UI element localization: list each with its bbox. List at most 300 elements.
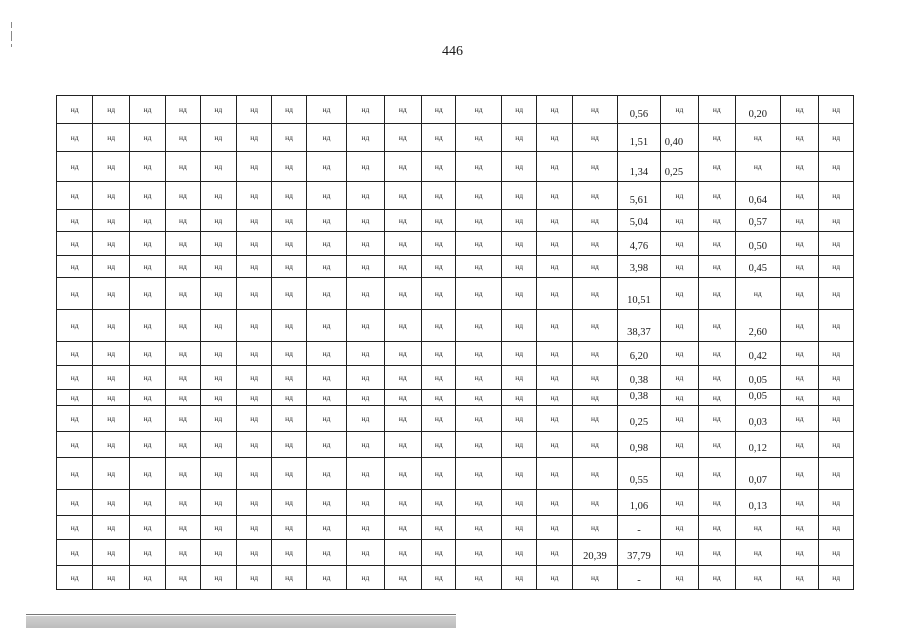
table-cell: нд (237, 278, 272, 310)
table-cell: нд (272, 516, 306, 540)
table-cell: нд (660, 390, 698, 406)
table-cell: 10,51 (618, 278, 660, 310)
table-cell: нд (200, 124, 236, 152)
table-cell: нд (129, 256, 165, 278)
table-row (57, 458, 854, 490)
table-cell: нд (129, 458, 165, 490)
table-cell: нд (306, 310, 346, 342)
table-cell: 38,37 (618, 310, 660, 342)
table-cell: нд (501, 342, 536, 366)
table-cell: нд (57, 256, 93, 278)
table-cell: 0,13 (735, 490, 781, 516)
table-cell: нд (384, 182, 421, 210)
table-cell: нд (422, 406, 456, 432)
table-cell: нд (660, 182, 698, 210)
table-cell: нд (237, 406, 272, 432)
table-row (57, 278, 854, 310)
table-cell: нд (166, 96, 200, 124)
table-cell: нд (699, 182, 735, 210)
table-cell: нд (537, 490, 572, 516)
table-cell: нд (501, 516, 536, 540)
table-row (57, 310, 854, 342)
table-cell: нд (57, 458, 93, 490)
table-cell: нд (200, 458, 236, 490)
table-cell: нд (57, 278, 93, 310)
table-cell: нд (422, 310, 456, 342)
table-cell: нд (93, 278, 129, 310)
table-cell: нд (129, 124, 165, 152)
table-cell: нд (93, 124, 129, 152)
table-cell: нд (93, 566, 129, 590)
table-cell: нд (660, 540, 698, 566)
table-cell: нд (501, 278, 536, 310)
table-cell: нд (422, 278, 456, 310)
table-cell: нд (572, 256, 618, 278)
table-cell: нд (422, 342, 456, 366)
table-cell: нд (537, 432, 572, 458)
table-cell: нд (272, 310, 306, 342)
table-cell: нд (237, 310, 272, 342)
table-cell: нд (572, 458, 618, 490)
table-cell: нд (166, 366, 200, 390)
table-cell: нд (456, 566, 502, 590)
table-cell: нд (501, 124, 536, 152)
table-cell: нд (347, 232, 384, 256)
table-cell: нд (422, 390, 456, 406)
table-cell: нд (456, 210, 502, 232)
table-cell: 0,03 (735, 406, 781, 432)
table-cell: 5,61 (618, 182, 660, 210)
table-cell: 0,98 (618, 432, 660, 458)
table-cell: нд (735, 152, 781, 182)
table-cell: нд (129, 96, 165, 124)
table-cell: нд (660, 566, 698, 590)
table-cell: нд (422, 516, 456, 540)
table-cell: нд (129, 278, 165, 310)
table-cell: 0,57 (735, 210, 781, 232)
table-cell: нд (422, 490, 456, 516)
table-cell: нд (306, 124, 346, 152)
table-cell: нд (237, 210, 272, 232)
table-cell: нд (699, 406, 735, 432)
table-cell: нд (781, 366, 819, 390)
table-cell: нд (819, 278, 854, 310)
table-cell: 0,25 (660, 152, 698, 182)
table-cell: нд (501, 152, 536, 182)
table-cell: нд (237, 256, 272, 278)
table-cell: нд (93, 96, 129, 124)
table-cell: нд (200, 390, 236, 406)
table-cell: нд (57, 310, 93, 342)
table-cell: 1,34 (618, 152, 660, 182)
table-cell: нд (306, 256, 346, 278)
table-cell: 20,39 (572, 540, 618, 566)
table-cell: нд (166, 490, 200, 516)
table-cell: нд (819, 566, 854, 590)
table-cell: нд (781, 210, 819, 232)
table-cell: нд (735, 566, 781, 590)
table-cell: нд (660, 310, 698, 342)
table-cell: нд (456, 540, 502, 566)
table-cell: нд (306, 516, 346, 540)
table-cell: нд (537, 342, 572, 366)
table-cell: 0,12 (735, 432, 781, 458)
table-cell: нд (456, 124, 502, 152)
table-cell: нд (93, 366, 129, 390)
data-table (56, 95, 854, 590)
table-cell: нд (537, 182, 572, 210)
table-cell: нд (129, 310, 165, 342)
table-row (57, 124, 854, 152)
table-cell: нд (237, 342, 272, 366)
table-cell: нд (200, 210, 236, 232)
table-cell: нд (572, 516, 618, 540)
table-cell: нд (237, 232, 272, 256)
table-cell: нд (572, 566, 618, 590)
table-cell: нд (347, 516, 384, 540)
table-cell: нд (384, 256, 421, 278)
table-row (57, 232, 854, 256)
table-cell: нд (306, 278, 346, 310)
table-cell: нд (237, 432, 272, 458)
table-cell: нд (200, 232, 236, 256)
table-cell: нд (306, 366, 346, 390)
table-cell: нд (572, 310, 618, 342)
table-cell: нд (166, 432, 200, 458)
table-cell: нд (699, 210, 735, 232)
table-cell: нд (306, 458, 346, 490)
table-cell: нд (501, 210, 536, 232)
table-cell: нд (819, 210, 854, 232)
table-cell: нд (306, 490, 346, 516)
table-cell: нд (129, 540, 165, 566)
table-cell: нд (384, 366, 421, 390)
table-cell: нд (129, 232, 165, 256)
table-cell: нд (537, 406, 572, 432)
table-cell: нд (93, 406, 129, 432)
table-cell: нд (166, 516, 200, 540)
table-cell: нд (384, 540, 421, 566)
table-cell: нд (781, 406, 819, 432)
table-cell: нд (237, 540, 272, 566)
table-cell: нд (57, 366, 93, 390)
table-cell: нд (456, 516, 502, 540)
table-cell: нд (572, 406, 618, 432)
table-cell: 0,50 (735, 232, 781, 256)
table-cell: нд (819, 366, 854, 390)
table-cell: нд (501, 256, 536, 278)
table-cell: нд (129, 182, 165, 210)
table-cell: нд (537, 210, 572, 232)
table-cell: нд (456, 310, 502, 342)
table-cell: нд (93, 182, 129, 210)
table-cell: нд (272, 232, 306, 256)
table-cell: нд (166, 566, 200, 590)
table-cell: нд (57, 406, 93, 432)
table-cell: 6,20 (618, 342, 660, 366)
table-cell: нд (347, 152, 384, 182)
table-cell: нд (129, 342, 165, 366)
table-cell: 0,45 (735, 256, 781, 278)
table-cell: нд (537, 540, 572, 566)
table-cell: нд (57, 124, 93, 152)
table-cell: нд (384, 232, 421, 256)
table-cell: нд (501, 490, 536, 516)
table-cell: нд (57, 432, 93, 458)
table-cell: нд (384, 342, 421, 366)
table-cell: нд (819, 256, 854, 278)
table-cell: нд (166, 540, 200, 566)
table-cell: 0,05 (735, 366, 781, 390)
table-cell: нд (781, 432, 819, 458)
table-cell: нд (93, 432, 129, 458)
table-cell: нд (781, 310, 819, 342)
table-cell: нд (306, 566, 346, 590)
table-cell: нд (384, 458, 421, 490)
table-row (57, 366, 854, 390)
table-cell: нд (129, 566, 165, 590)
table-cell: нд (129, 490, 165, 516)
table-cell: нд (93, 390, 129, 406)
table-cell: нд (384, 490, 421, 516)
table-cell: 5,04 (618, 210, 660, 232)
table-cell: 3,98 (618, 256, 660, 278)
table-cell: нд (237, 390, 272, 406)
table-cell: нд (57, 96, 93, 124)
table-cell: нд (347, 406, 384, 432)
table-cell: нд (781, 182, 819, 210)
table-cell: нд (384, 310, 421, 342)
table-row (57, 96, 854, 124)
table-cell: нд (819, 232, 854, 256)
table-cell: нд (699, 432, 735, 458)
table-cell: нд (735, 124, 781, 152)
table-cell: нд (129, 390, 165, 406)
table-row (57, 540, 854, 566)
table-cell: нд (572, 390, 618, 406)
table-cell: нд (699, 342, 735, 366)
table-cell: нд (347, 124, 384, 152)
table-cell: нд (237, 490, 272, 516)
table-cell: нд (699, 458, 735, 490)
table-cell: нд (93, 342, 129, 366)
table-cell: нд (456, 278, 502, 310)
table-cell: нд (501, 458, 536, 490)
table-row (57, 182, 854, 210)
table-cell: нд (272, 432, 306, 458)
table-cell: нд (660, 458, 698, 490)
table-cell: нд (781, 124, 819, 152)
table-cell: 0,56 (618, 96, 660, 124)
table-cell: нд (347, 342, 384, 366)
table-cell: нд (272, 256, 306, 278)
table-cell: нд (819, 152, 854, 182)
table-cell: нд (537, 124, 572, 152)
table-cell: нд (57, 566, 93, 590)
table-cell: нд (272, 366, 306, 390)
table-row (57, 390, 854, 406)
table-cell: нд (166, 232, 200, 256)
table-cell: нд (660, 406, 698, 432)
table-cell: нд (129, 432, 165, 458)
table-cell: нд (819, 310, 854, 342)
table-cell: нд (166, 278, 200, 310)
table-cell: нд (200, 342, 236, 366)
table-cell: нд (456, 182, 502, 210)
table-cell: 0,20 (735, 96, 781, 124)
table-cell: 0,38 (618, 366, 660, 390)
table-cell: нд (660, 278, 698, 310)
table-cell: нд (537, 256, 572, 278)
table-cell: нд (166, 256, 200, 278)
table-cell: нд (200, 516, 236, 540)
table-cell: нд (501, 310, 536, 342)
table-cell: нд (819, 124, 854, 152)
table-cell: нд (572, 124, 618, 152)
table-cell: нд (781, 342, 819, 366)
table-cell: 1,06 (618, 490, 660, 516)
table-cell: нд (57, 182, 93, 210)
table-cell: нд (501, 406, 536, 432)
table-cell: нд (699, 96, 735, 124)
table-cell: нд (129, 210, 165, 232)
table-cell: нд (537, 366, 572, 390)
table-cell: нд (572, 342, 618, 366)
table-cell: нд (537, 566, 572, 590)
table-row (57, 210, 854, 232)
table-cell: нд (129, 406, 165, 432)
table-cell: нд (129, 516, 165, 540)
table-cell: нд (422, 152, 456, 182)
table-cell: нд (347, 540, 384, 566)
table-cell: нд (166, 310, 200, 342)
table-cell: нд (572, 210, 618, 232)
table-cell: нд (456, 232, 502, 256)
table-cell: 1,51 (618, 124, 660, 152)
table-cell: нд (819, 96, 854, 124)
table-cell: нд (699, 256, 735, 278)
table-cell: нд (501, 540, 536, 566)
table-cell: нд (501, 232, 536, 256)
table-cell: нд (237, 566, 272, 590)
table-cell: нд (422, 96, 456, 124)
table-cell: нд (456, 366, 502, 390)
table-cell: нд (93, 232, 129, 256)
table-cell: нд (699, 310, 735, 342)
table-cell: нд (781, 490, 819, 516)
table-cell: нд (781, 540, 819, 566)
table-cell: нд (660, 432, 698, 458)
table-cell: нд (93, 256, 129, 278)
table-cell: нд (200, 182, 236, 210)
table-body (57, 96, 854, 590)
table-cell: нд (237, 124, 272, 152)
table-cell: нд (347, 390, 384, 406)
table-cell: нд (93, 210, 129, 232)
table-cell: нд (501, 366, 536, 390)
table-cell: нд (699, 278, 735, 310)
table-cell: нд (306, 342, 346, 366)
table-cell: нд (384, 406, 421, 432)
table-cell: нд (129, 152, 165, 182)
table-cell: нд (819, 390, 854, 406)
table-cell: нд (166, 182, 200, 210)
table-cell: нд (306, 390, 346, 406)
table-cell: нд (237, 96, 272, 124)
table-cell: нд (347, 278, 384, 310)
table-cell: нд (347, 566, 384, 590)
table-cell: нд (237, 458, 272, 490)
table-cell: нд (422, 210, 456, 232)
table-cell: нд (306, 232, 346, 256)
table-cell: нд (200, 278, 236, 310)
table-cell: нд (347, 458, 384, 490)
table-cell: нд (572, 278, 618, 310)
table-cell: нд (660, 210, 698, 232)
table-cell: нд (537, 390, 572, 406)
table-cell: нд (57, 232, 93, 256)
table-cell: нд (699, 490, 735, 516)
table-cell: нд (306, 540, 346, 566)
table-cell: нд (660, 342, 698, 366)
table-cell: нд (200, 540, 236, 566)
table-cell: - (618, 566, 660, 590)
table-cell: нд (166, 458, 200, 490)
table-cell: нд (456, 458, 502, 490)
table-cell: нд (93, 310, 129, 342)
table-cell: 0,05 (735, 390, 781, 406)
table-cell: нд (572, 182, 618, 210)
table-cell: нд (735, 540, 781, 566)
table-cell: нд (384, 390, 421, 406)
table-cell: нд (272, 458, 306, 490)
table-cell: нд (237, 366, 272, 390)
table-cell: нд (699, 124, 735, 152)
table-cell: нд (306, 210, 346, 232)
table-cell: нд (781, 458, 819, 490)
table-cell: нд (456, 390, 502, 406)
table-cell: нд (537, 96, 572, 124)
scan-edge-line (26, 614, 456, 615)
table-cell: нд (819, 516, 854, 540)
table-cell: нд (735, 278, 781, 310)
table-cell: нд (501, 432, 536, 458)
table-cell: нд (781, 232, 819, 256)
table-cell: нд (422, 458, 456, 490)
table-cell: нд (819, 406, 854, 432)
table-cell: нд (572, 366, 618, 390)
table-cell: нд (272, 96, 306, 124)
table-cell: нд (347, 310, 384, 342)
table-cell: нд (422, 124, 456, 152)
table-cell: нд (699, 366, 735, 390)
table-cell: нд (422, 256, 456, 278)
table-cell: нд (422, 566, 456, 590)
table-cell: нд (501, 390, 536, 406)
table-cell: нд (384, 566, 421, 590)
table-cell: нд (781, 278, 819, 310)
table-row (57, 516, 854, 540)
table-cell: нд (200, 566, 236, 590)
table-cell: нд (384, 516, 421, 540)
table-row (57, 490, 854, 516)
page-number: 446 (442, 44, 463, 59)
table-cell: нд (384, 210, 421, 232)
table-cell: нд (660, 96, 698, 124)
table-cell: нд (166, 210, 200, 232)
table-cell: нд (347, 210, 384, 232)
margin-marks (11, 22, 13, 52)
